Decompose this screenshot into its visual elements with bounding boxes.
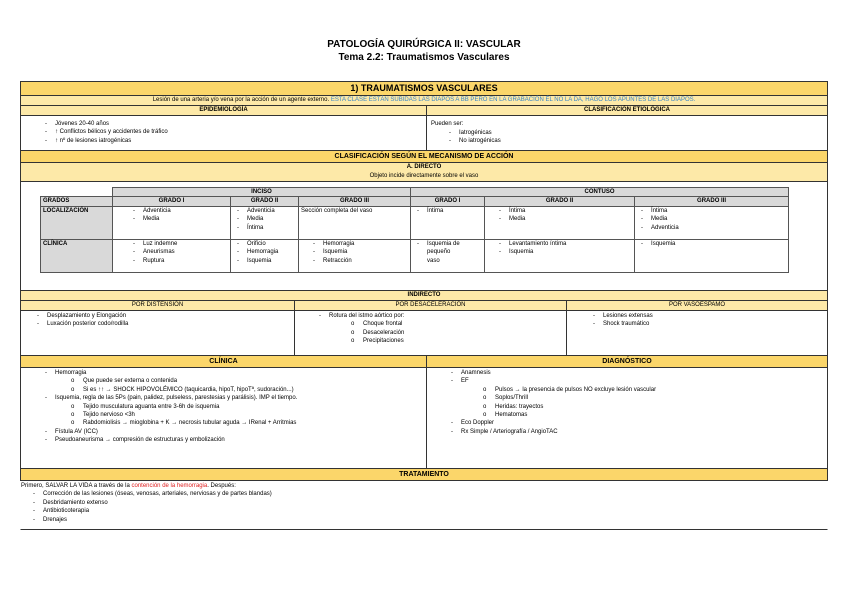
tratamiento-intro-a: Primero, SALVAR LA VIDA a través de la bbox=[21, 483, 130, 489]
diagnostico-heading: DIAGNÓSTICO bbox=[427, 356, 827, 367]
clinica-sub: o Si es ↑↑ → SHOCK HIPOVOLÉMICO (taquicardia, hipoT, hipoTª, sudoración...) bbox=[35, 386, 426, 394]
epidemiologia-item: - Jóvenes 20-40 años bbox=[41, 120, 426, 128]
clinica-sub: o Tejido musculatura aguanta entre 3-6h de isquemia bbox=[35, 403, 426, 411]
grados-label: GRADOS bbox=[41, 197, 113, 206]
tratamiento-body-row bbox=[20, 481, 828, 530]
vasoespasmo-item: - Lesiones extensas bbox=[589, 312, 827, 320]
diagnostico-sub: o Soplos/Thrill bbox=[447, 394, 827, 402]
loc-inciso-2 bbox=[231, 206, 299, 239]
epidemiologia-cell bbox=[21, 116, 427, 150]
cli-contuso-2 bbox=[485, 239, 635, 272]
indirecto-body-row bbox=[20, 311, 828, 356]
author-note: ESTA CLASE ESTÁN SUBIDAS LAS DIAPOS A BB PERO EN LA GRABACIÓN ÉL NO LA DA, HAGO LOS APUNTES DE LAS DIAPOS. bbox=[330, 97, 696, 103]
inciso-grado-2: GRADO II bbox=[231, 197, 299, 206]
localizacion-label: LOCALIZACIÓN bbox=[41, 206, 113, 239]
grades-header-row bbox=[41, 188, 789, 197]
list-item: - Adventicia bbox=[637, 224, 786, 232]
distension-item: - Desplazamiento y Elongación bbox=[33, 312, 294, 320]
loc-contuso-3 bbox=[635, 206, 789, 239]
cli-inciso-2 bbox=[231, 239, 299, 272]
tratamiento-item: - Desbridamiento extenso bbox=[29, 499, 827, 507]
clinica-sub: o Que puede ser externa o contenida bbox=[35, 377, 426, 385]
diagnostico-cell bbox=[427, 368, 827, 468]
section-title: 1) TRAUMATISMOS VASCULARES bbox=[21, 82, 827, 95]
contuso-grado-3: GRADO III bbox=[635, 197, 789, 206]
clinica-sub: o Tejido nervioso <3h bbox=[35, 411, 426, 419]
list-item: - Isquemia bbox=[637, 240, 786, 248]
clinica-item: - Isquemia, regla de las 5Ps (pain, palidez, pulseless, parestesias y parálisis). IMP el tiempo. bbox=[41, 394, 426, 402]
tratamiento-intro-highlight: contención de la hemorragia bbox=[131, 483, 208, 489]
list-item-cont: vaso bbox=[427, 257, 440, 264]
etiologica-item: - Iatrogénicas bbox=[445, 129, 827, 137]
list-item: - Isquemia bbox=[309, 248, 408, 256]
list-item: - Retracción bbox=[309, 257, 408, 265]
diagnostico-sub: o Hematomas bbox=[447, 411, 827, 419]
desaceleracion-intro: - Rotura del istmo aórtico por: bbox=[315, 312, 566, 320]
clinica-item: - Hemorragia bbox=[41, 369, 426, 377]
loc-inciso-3: Sección completa del vaso bbox=[299, 206, 411, 239]
vasoespasmo-cell bbox=[567, 311, 827, 355]
epidemiologia-header-row bbox=[20, 106, 828, 116]
clinica-label: CLÍNICA bbox=[41, 239, 113, 272]
clinica-item: - Pseudoaneurisma → compresión de estructuras y embolización bbox=[41, 436, 426, 444]
grid-container-row bbox=[20, 182, 828, 291]
tratamiento-item: - Drenajes bbox=[29, 516, 827, 524]
list-item: - Íntima bbox=[233, 224, 296, 232]
loc-contuso-2 bbox=[485, 206, 635, 239]
list-item: - Media bbox=[233, 215, 296, 223]
clinica-cell bbox=[21, 368, 427, 468]
inciso-grado-3: GRADO III bbox=[299, 197, 411, 206]
grades-subheader-row bbox=[41, 197, 789, 206]
list-item: - Media bbox=[495, 215, 632, 223]
directo-header-row bbox=[20, 163, 828, 182]
distension-item: - Luxación posterior codo/rodilla bbox=[33, 320, 294, 328]
loc-contuso-1 bbox=[411, 206, 485, 239]
indirecto-header-row bbox=[20, 291, 828, 301]
list-item: - Íntima bbox=[495, 207, 632, 215]
contuso-grado-1: GRADO I bbox=[411, 197, 485, 206]
distension-cell bbox=[21, 311, 295, 355]
clinica-sub: o Rabdomiolisis → mioglobina + K → necrosis tubular aguda → IRenal + Arritmias bbox=[35, 419, 426, 427]
etiologica-cell bbox=[427, 116, 827, 150]
indirecto-subheader-row bbox=[20, 301, 828, 311]
list-item: - Luz indemne bbox=[129, 240, 228, 248]
mecanismo-header-row bbox=[20, 151, 828, 163]
etiologica-item: - No iatrogénicas bbox=[445, 137, 827, 145]
clinica-heading: CLÍNICA bbox=[21, 356, 427, 367]
tratamiento-item: - Antibioticoterapia bbox=[29, 507, 827, 515]
tratamiento-heading: TRATAMIENTO bbox=[21, 469, 827, 480]
cli-inciso-3 bbox=[299, 239, 411, 272]
inciso-grado-1: GRADO I bbox=[113, 197, 231, 206]
list-item: - Orificio bbox=[233, 240, 296, 248]
contuso-header: CONTUSO bbox=[411, 188, 789, 197]
document-title: PATOLOGÍA QUIRÚRGICA II: VASCULAR bbox=[327, 39, 521, 50]
list-item: - Levantamiento íntima bbox=[495, 240, 632, 248]
section-header-row bbox=[20, 81, 828, 96]
desaceleracion-sub: o Choque frontal bbox=[315, 320, 566, 328]
etiologica-heading: CLASIFICACIÓN ETIOLÓGICA bbox=[427, 106, 827, 115]
tratamiento-intro-b: . Después: bbox=[207, 483, 236, 489]
contuso-grado-2: GRADO II bbox=[485, 197, 635, 206]
list-item: - Isquemia bbox=[233, 257, 296, 265]
diagnostico-item: - Eco Doppler bbox=[447, 419, 827, 427]
clinica-row bbox=[41, 239, 789, 272]
grades-container bbox=[21, 182, 827, 290]
epidemiologia-item: - ↑ Conflictos bélicos y accidentes de tráfico bbox=[41, 128, 426, 136]
list-item: - Isquemia bbox=[495, 248, 632, 256]
clinica-item: - Fístula AV (ICC) bbox=[41, 428, 426, 436]
diagnostico-sub: o Pulsos → la presencia de pulsos NO excluye lesión vascular bbox=[447, 386, 827, 394]
epidemiologia-item: - ↑ nº de lesiones iatrogénicas bbox=[41, 137, 426, 145]
tratamiento-header-row bbox=[20, 469, 828, 481]
section-intro bbox=[21, 96, 827, 105]
diagnostico-item: - Anamnesis bbox=[447, 369, 827, 377]
inciso-header: INCISO bbox=[113, 188, 411, 197]
vasoespasmo-item: - Shock traumático bbox=[589, 320, 827, 328]
desaceleracion-cell bbox=[295, 311, 567, 355]
directo-heading bbox=[21, 163, 827, 181]
distension-heading: POR DISTENSIÓN bbox=[21, 301, 295, 310]
loc-inciso-1 bbox=[113, 206, 231, 239]
list-item: - Hemorragia bbox=[233, 248, 296, 256]
desaceleracion-heading: POR DESACELERACIÓN bbox=[295, 301, 567, 310]
directo-subtitle: Objeto incide directamente sobre el vaso bbox=[369, 173, 479, 179]
clinica-header-row bbox=[20, 356, 828, 368]
localizacion-row bbox=[41, 206, 789, 239]
tratamiento-intro bbox=[21, 482, 827, 490]
definition-text: Lesión de una arteria y/o vena por la acción de un agente externo. bbox=[152, 97, 330, 103]
grades-table bbox=[40, 187, 789, 273]
tratamiento-item: - Corrección de las lesiones (óseas, venosas, arteriales, nerviosas y de partes blandas) bbox=[29, 490, 827, 498]
list-item: - Isquemia de bbox=[413, 240, 482, 248]
desaceleracion-sub: o Desaceleración bbox=[315, 329, 566, 337]
desaceleracion-sub: o Precipitaciones bbox=[315, 337, 566, 345]
tratamiento-cell bbox=[21, 481, 827, 529]
list-item: - Media bbox=[129, 215, 228, 223]
mecanismo-heading: CLASIFICACIÓN SEGÚN EL MECANISMO DE ACCIÓN bbox=[21, 151, 827, 162]
etiologica-intro: Pueden ser: bbox=[431, 121, 464, 127]
list-item: - Aneurismas bbox=[129, 248, 228, 256]
list-item: - Adventicia bbox=[129, 207, 228, 215]
cli-contuso-1 bbox=[411, 239, 485, 272]
directo-title: A. DIRECTO bbox=[406, 164, 442, 170]
diagnostico-item: - Rx Simple / Arteriografía / AngioTAC bbox=[447, 428, 827, 436]
document-subtitle: Tema 2.2: Traumatismos Vasculares bbox=[338, 52, 510, 63]
list-item: - Íntima bbox=[413, 207, 482, 215]
list-item: - Media bbox=[637, 215, 786, 223]
list-item: - Adventicia bbox=[233, 207, 296, 215]
cli-contuso-3 bbox=[635, 239, 789, 272]
section-intro-row bbox=[20, 96, 828, 106]
cli-inciso-1 bbox=[113, 239, 231, 272]
diagnostico-item: - EF bbox=[447, 377, 827, 385]
summary-table bbox=[20, 81, 828, 530]
epidemiologia-body-row bbox=[20, 116, 828, 151]
list-item: - Hemorragia bbox=[309, 240, 408, 248]
clinica-body-row bbox=[20, 368, 828, 469]
list-item-cont: pequeño bbox=[427, 249, 451, 256]
diagnostico-sub: o Heridas: trayectos bbox=[447, 403, 827, 411]
vasoespasmo-heading: POR VASOESPAMO bbox=[567, 301, 827, 310]
epidemiologia-heading: EPIDEMIOLOGÍA bbox=[21, 106, 427, 115]
list-item: - Íntima bbox=[637, 207, 786, 215]
list-item: - Ruptura bbox=[129, 257, 228, 265]
indirecto-heading: INDIRECTO bbox=[21, 291, 827, 300]
